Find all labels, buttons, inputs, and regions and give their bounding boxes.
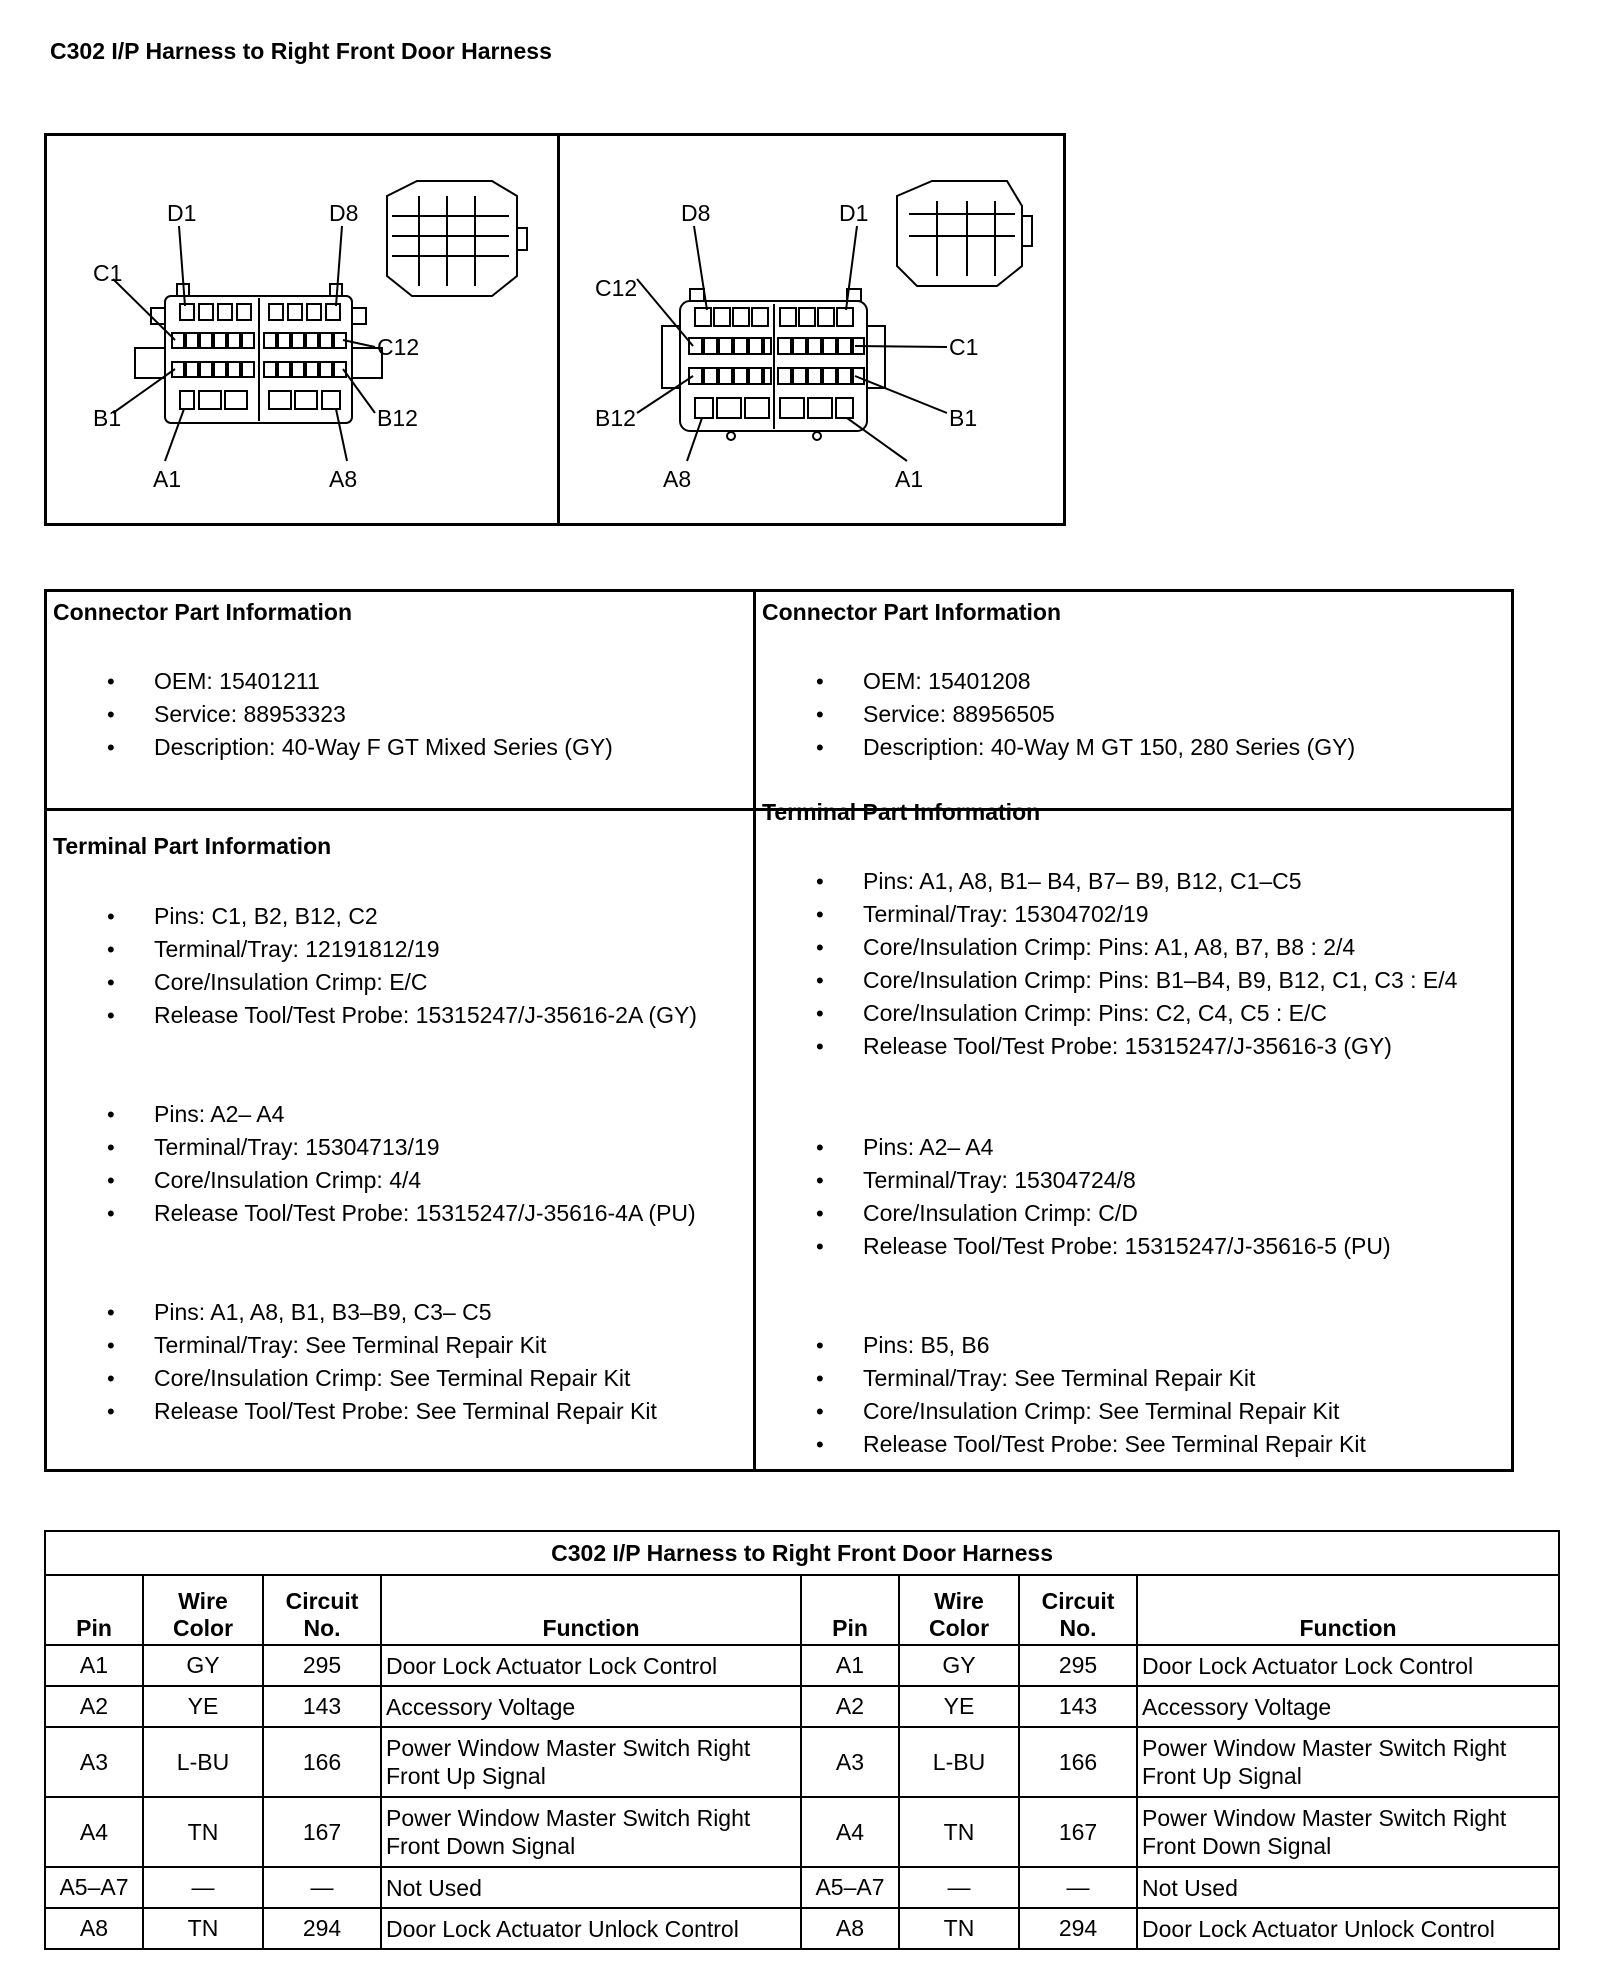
label-d1-left: D1 [167, 200, 197, 226]
cell-circuit: — [263, 1867, 381, 1908]
header-function: Function [381, 1575, 801, 1645]
list-item: • Release Tool/Test Probe: See Terminal Repair Kit [107, 1395, 657, 1428]
list-item: • Release Tool/Test Probe: 15315247/J-35616-4A (PU) [107, 1197, 696, 1230]
list-item: • Pins: A1, A8, B1, B3–B9, C3– C5 [107, 1296, 657, 1329]
cell-circuit: 294 [1019, 1908, 1137, 1949]
list-item: • OEM: 15401211 [107, 665, 613, 698]
list-item: • Core/Insulation Crimp: Pins: B1–B4, B9, B12, C1, C3 : E/4 [816, 964, 1457, 997]
list-item: • Description: 40-Way F GT Mixed Series (GY) [107, 731, 613, 764]
list-item: • Core/Insulation Crimp: See Terminal Repair Kit [816, 1395, 1366, 1428]
list-item: • Release Tool/Test Probe: 15315247/J-35616-5 (PU) [816, 1230, 1391, 1263]
table-row [45, 1797, 1559, 1867]
cell-color: — [143, 1867, 263, 1908]
cell-function: Accessory Voltage [1137, 1686, 1559, 1727]
part-information-table [44, 589, 1514, 1472]
label-a8-left: A8 [329, 466, 358, 492]
connector-diagram-panel [44, 133, 1066, 526]
cell-color: TN [143, 1797, 263, 1867]
right-terminal-group-3 [816, 1329, 1366, 1461]
cell-pin: A5–A7 [801, 1867, 899, 1908]
header-wire-color: Wire Color [143, 1575, 263, 1645]
cell-color: GY [143, 1645, 263, 1686]
label-a1-left: A1 [153, 466, 182, 492]
list-item: • Release Tool/Test Probe: See Terminal Repair Kit [816, 1428, 1366, 1461]
connector-diagrams [47, 136, 1063, 523]
list-item: • Release Tool/Test Probe: 15315247/J-35616-2A (GY) [107, 999, 697, 1032]
label-b1-left: B1 [93, 405, 122, 431]
list-item: • Core/Insulation Crimp: Pins: C2, C4, C5 : E/C [816, 997, 1457, 1030]
list-item: • Terminal/Tray: 12191812/19 [107, 933, 697, 966]
cell-function: Door Lock Actuator Unlock Control [1137, 1908, 1559, 1949]
label-d8-right: D8 [681, 200, 711, 226]
label-c12-right: C12 [595, 275, 638, 301]
right-terminal-info [756, 799, 1511, 1471]
label-c1-left: C1 [93, 260, 123, 286]
header-wire-color: Wire Color [899, 1575, 1019, 1645]
left-connector-heading: Connector Part Information [53, 599, 353, 625]
right-connector-list [816, 665, 1355, 764]
cell-function: Door Lock Actuator Unlock Control [381, 1908, 801, 1949]
cell-pin: A2 [801, 1686, 899, 1727]
cell-pin: A4 [801, 1797, 899, 1867]
cell-circuit: 167 [1019, 1797, 1137, 1867]
pin-table [44, 1530, 1560, 1950]
pin-table-header-row [45, 1575, 1559, 1645]
cell-function: Door Lock Actuator Lock Control [381, 1645, 801, 1686]
pin-table-caption: C302 I/P Harness to Right Front Door Harness [45, 1531, 1559, 1575]
list-item: • Terminal/Tray: See Terminal Repair Kit [107, 1329, 657, 1362]
left-terminal-group-3 [107, 1296, 657, 1428]
male-connector-3d-icon [897, 181, 1032, 286]
cell-circuit: 295 [1019, 1645, 1137, 1686]
left-connector-list [107, 665, 613, 764]
left-terminal-heading: Terminal Part Information [53, 833, 332, 859]
list-item: • Terminal/Tray: See Terminal Repair Kit [816, 1362, 1366, 1395]
list-item: • Terminal/Tray: 15304724/8 [816, 1164, 1391, 1197]
list-item: • Release Tool/Test Probe: 15315247/J-35616-3 (GY) [816, 1030, 1457, 1063]
cell-pin: A4 [45, 1797, 143, 1867]
list-item: • Pins: A2– A4 [107, 1098, 696, 1131]
cell-function: Not Used [381, 1867, 801, 1908]
label-a8-right: A8 [663, 466, 692, 492]
header-function: Function [1137, 1575, 1559, 1645]
cell-color: YE [899, 1686, 1019, 1727]
list-item: • Pins: C1, B2, B12, C2 [107, 900, 697, 933]
right-terminal-heading: Terminal Part Information [762, 799, 1041, 825]
table-row [45, 1727, 1559, 1797]
list-item: • Pins: B5, B6 [816, 1329, 1366, 1362]
label-b12-left: B12 [377, 405, 418, 431]
label-a1-right: A1 [895, 466, 924, 492]
cell-circuit: 166 [263, 1727, 381, 1797]
cell-function: Door Lock Actuator Lock Control [1137, 1645, 1559, 1686]
cell-circuit: — [1019, 1867, 1137, 1908]
cell-function: Power Window Master Switch Right Front Down Signal [381, 1797, 801, 1867]
cell-pin: A3 [45, 1727, 143, 1797]
cell-circuit: 295 [263, 1645, 381, 1686]
label-d1-right: D1 [839, 200, 869, 226]
female-connector-3d-icon [387, 181, 527, 296]
list-item: • Core/Insulation Crimp: Pins: A1, A8, B7, B8 : 2/4 [816, 931, 1457, 964]
right-terminal-group-1 [816, 865, 1457, 1063]
cell-function: Power Window Master Switch Right Front Up Signal [1137, 1727, 1559, 1797]
cell-circuit: 167 [263, 1797, 381, 1867]
cell-color: TN [899, 1797, 1019, 1867]
label-b12-right: B12 [595, 405, 636, 431]
label-b1-right: B1 [949, 405, 978, 431]
cell-color: — [899, 1867, 1019, 1908]
list-item: • OEM: 15401208 [816, 665, 1355, 698]
cell-circuit: 294 [263, 1908, 381, 1949]
cell-circuit: 143 [1019, 1686, 1137, 1727]
list-item: • Service: 88956505 [816, 698, 1355, 731]
header-pin: Pin [45, 1575, 143, 1645]
left-terminal-group-2 [107, 1098, 696, 1230]
cell-color: TN [899, 1908, 1019, 1949]
list-item: • Service: 88953323 [107, 698, 613, 731]
cell-circuit: 143 [263, 1686, 381, 1727]
cell-circuit: 166 [1019, 1727, 1137, 1797]
cell-color: L-BU [143, 1727, 263, 1797]
right-terminal-group-2 [816, 1131, 1391, 1263]
cell-color: L-BU [899, 1727, 1019, 1797]
cell-pin: A8 [801, 1908, 899, 1949]
left-terminal-group-1 [107, 900, 697, 1032]
table-row [45, 1908, 1559, 1949]
cell-color: GY [899, 1645, 1019, 1686]
cell-color: YE [143, 1686, 263, 1727]
page-title: C302 I/P Harness to Right Front Door Harness [50, 38, 552, 64]
right-connector-heading: Connector Part Information [762, 599, 1062, 625]
list-item: • Core/Insulation Crimp: 4/4 [107, 1164, 696, 1197]
left-terminal-info [47, 811, 753, 1471]
left-connector-info [47, 592, 753, 808]
table-row [45, 1686, 1559, 1727]
list-item: • Pins: A2– A4 [816, 1131, 1391, 1164]
list-item: • Core/Insulation Crimp: C/D [816, 1197, 1391, 1230]
cell-function: Power Window Master Switch Right Front Up Signal [381, 1727, 801, 1797]
list-item: • Core/Insulation Crimp: See Terminal Repair Kit [107, 1362, 657, 1395]
list-item: • Terminal/Tray: 15304713/19 [107, 1131, 696, 1164]
header-circuit-no: Circuit No. [1019, 1575, 1137, 1645]
table-row [45, 1645, 1559, 1686]
cell-pin: A1 [45, 1645, 143, 1686]
cell-pin: A2 [45, 1686, 143, 1727]
header-pin: Pin [801, 1575, 899, 1645]
table-row [45, 1867, 1559, 1908]
right-connector-info [756, 592, 1511, 808]
cell-pin: A1 [801, 1645, 899, 1686]
label-c12-left: C12 [377, 334, 420, 360]
list-item: • Description: 40-Way M GT 150, 280 Series (GY) [816, 731, 1355, 764]
cell-pin: A8 [45, 1908, 143, 1949]
cell-pin: A5–A7 [45, 1867, 143, 1908]
list-item: • Terminal/Tray: 15304702/19 [816, 898, 1457, 931]
cell-function: Accessory Voltage [381, 1686, 801, 1727]
label-c1-right: C1 [949, 334, 979, 360]
cell-color: TN [143, 1908, 263, 1949]
list-item: • Pins: A1, A8, B1– B4, B7– B9, B12, C1–C5 [816, 865, 1457, 898]
cell-function: Power Window Master Switch Right Front Down Signal [1137, 1797, 1559, 1867]
cell-pin: A3 [801, 1727, 899, 1797]
list-item: • Core/Insulation Crimp: E/C [107, 966, 697, 999]
cell-function: Not Used [1137, 1867, 1559, 1908]
header-circuit-no: Circuit No. [263, 1575, 381, 1645]
label-d8-left: D8 [329, 200, 359, 226]
